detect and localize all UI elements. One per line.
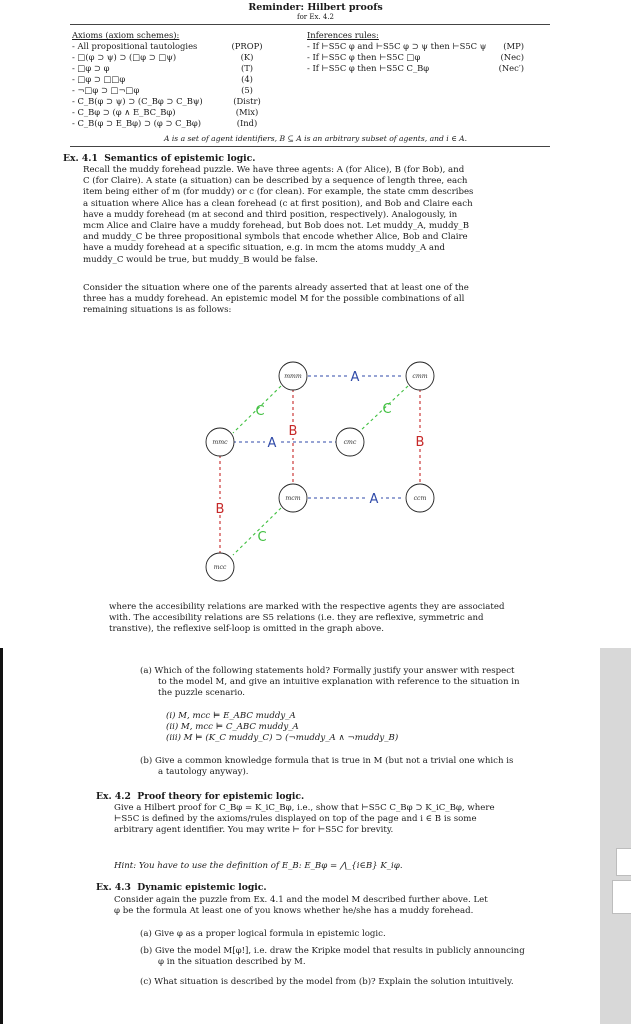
text-line: muddy_C would be true, but muddy_B would be false. — [83, 254, 318, 265]
ex41-title: Semantics of epistemic logic. — [104, 153, 256, 164]
axiom-label: (5) — [241, 85, 253, 95]
ex43-title: Dynamic epistemic logic. — [137, 882, 267, 893]
node-ccm-label: ccm — [413, 495, 427, 502]
edge-a-bottom-label: A — [369, 492, 379, 507]
text-line: a tautology anyway). — [158, 767, 249, 778]
rule-formula: - If ⊢S5C φ then ⊢S5C C_Bφ — [307, 63, 430, 73]
axiom-formula: - □φ ⊃ φ — [72, 63, 110, 73]
ex43-part-c: (c) What situation is described by the model from (b)? Explain the solution intuitively. — [140, 977, 514, 987]
ex43-part-a: (a) Give φ as a proper logical formula in epistemic logic. — [140, 929, 386, 939]
rule-formula: - If ⊢S5C φ then ⊢S5C □φ — [307, 52, 421, 62]
axiom-label: (T) — [240, 63, 254, 73]
axiom-formula: - ¬□φ ⊃ □¬□φ — [72, 85, 140, 95]
statement-i: (i) M, mcc ⊨ E_ABC muddy_A — [166, 711, 296, 721]
axiom-formula: - □(φ ⊃ ψ) ⊃ (□φ ⊃ □ψ) — [72, 52, 177, 62]
page-thumbnail[interactable] — [612, 880, 631, 914]
text-line: remaining situations is as follows: — [83, 305, 232, 316]
ex43-body — [114, 895, 554, 917]
axiom-label: (K) — [240, 52, 254, 62]
text-line: have a muddy forehead at a specific situation, e.g. in mcm the atoms muddy_A and — [83, 243, 446, 254]
ex41-heading — [63, 153, 255, 164]
axiom-label: (4) — [241, 74, 253, 84]
ex43-heading — [96, 882, 267, 893]
header-bottom-rule — [70, 146, 550, 147]
page-thumbnail-panel[interactable] — [600, 648, 631, 1024]
ex43-number: Ex. 4.3 — [96, 882, 131, 893]
text-line: (b) Give the model M[φ!], i.e. draw the Kripke model that results in publicly announcing — [140, 946, 525, 956]
node-mmc-label: mmc — [212, 439, 228, 446]
page-thumbnail[interactable] — [616, 848, 631, 876]
ex41-number: Ex. 4.1 — [63, 153, 98, 164]
rule-formula: - If ⊢S5C φ and ⊢S5C φ ⊃ ψ then ⊢S5C ψ — [307, 41, 487, 51]
axiom-label: (Ind) — [236, 118, 258, 128]
text-line: C (for Claire). A state (a situation) can be described by a sequence of length three, each — [83, 176, 468, 187]
text-line: φ in the situation described by M. — [158, 957, 306, 968]
ex41-part-b — [140, 756, 554, 778]
kripke-model-diagram — [190, 360, 450, 600]
axioms-heading: Axioms (axiom schemes): — [72, 30, 180, 40]
edge-c-topright-label: C — [382, 402, 392, 417]
ex42-body — [114, 803, 554, 837]
text-line: arbitrary agent identifier. You may write ⊢ for ⊢S5C for brevity. — [114, 825, 394, 836]
ex42-number: Ex. 4.2 — [96, 791, 131, 802]
text-line: and muddy_C be three propositional symbols that encode whether Alice, Bob and Claire — [83, 232, 468, 243]
axiom-label: (PROP) — [231, 41, 263, 51]
ex41-para1 — [83, 165, 539, 266]
text-line: a situation where Alice has a clean forehead (c at first position), and Bob and Claire each — [83, 198, 473, 209]
statement-ii: (ii) M, mcc ⊨ C_ABC muddy_A — [166, 722, 299, 733]
text-line: Consider again the puzzle from Ex. 4.1 and the model M described further above. Let — [114, 895, 488, 905]
text-line: to the model M, and give an intuitive explanation with reference to the situation in — [158, 677, 520, 688]
left-edge-bar — [0, 648, 3, 1024]
edge-a-top-label: A — [350, 370, 360, 385]
node-cmc-label: cmc — [343, 439, 357, 446]
text-line: ⊢S5C is defined by the axioms/rules displayed on top of the page and i ∈ B is some — [114, 814, 477, 825]
text-line: the puzzle scenario. — [158, 688, 246, 699]
ex41-para2 — [83, 283, 539, 317]
text-line: where the accesibility relations are marked with the respective agents they are associated — [109, 602, 505, 612]
edge-b-right-label: B — [415, 435, 425, 450]
node-cmm-label: cmm — [412, 373, 428, 380]
statement-iii: (iii) M ⊨ (K_C muddy_C) ⊃ (¬muddy_A ∧ ¬muddy_B) — [166, 733, 399, 744]
text-line: (b) Give a common knowledge formula that is true in M (but not a trivial one which is — [140, 756, 514, 766]
ex42-heading — [96, 791, 304, 802]
axiom-formula: - All propositional tautologies — [72, 41, 198, 51]
node-mmm-label: mmm — [284, 373, 302, 380]
edge-a-middle-label: A — [267, 436, 277, 451]
rules-heading: Inferences rules: — [307, 30, 379, 40]
axiom-formula: - C_Bφ ⊃ (φ ∧ E_BC_Bφ) — [72, 107, 176, 117]
node-mcc-label: mcc — [213, 564, 227, 571]
header-rule — [70, 24, 550, 25]
edge-b-left-label: B — [215, 502, 225, 517]
edge-c-bottomleft-label: C — [257, 530, 267, 545]
text-line: mcm Alice and Claire have a muddy forehead, but Bob does not. Let muddy_A, muddy_B — [83, 221, 470, 232]
node-mcm-label: mcm — [285, 495, 301, 502]
axiom-formula: - C_B(φ ⊃ ψ) ⊃ (C_Bφ ⊃ C_Bψ) — [72, 96, 203, 106]
axiom-formula: - □φ ⊃ □□φ — [72, 74, 126, 84]
text-line: item being either of m (for muddy) or c (for clean). For example, the state cmm describes — [83, 187, 474, 198]
ex42-title: Proof theory for epistemic logic. — [137, 791, 305, 802]
text-line: φ be the formula At least one of you knows whether he/she has a muddy forehead. — [114, 906, 474, 917]
axiom-label: (Distr) — [233, 96, 261, 106]
axiom-formula: - C_B(φ ⊃ E_Bφ) ⊃ (φ ⊃ C_Bφ) — [72, 118, 201, 128]
ex41-para3 — [109, 602, 537, 636]
reminder-subtitle: for Ex. 4.2 — [296, 13, 335, 21]
rule-label: (Nec) — [500, 52, 524, 62]
ex42-hint: Hint: You have to use the definition of E_B: E_Bφ = ⋀_{i∈B} K_iφ. — [114, 861, 403, 871]
edge-c-topleft-label: C — [255, 404, 265, 419]
ex41-a-items — [166, 711, 566, 745]
header-footnote: A is a set of agent identifiers, B ⊆ A is an arbitrary subset of agents, and i ∈ A. — [163, 134, 468, 143]
edge-b-center-label: B — [288, 424, 298, 439]
reminder-title: Reminder: Hilbert proofs — [248, 2, 383, 13]
text-line: with. The accesibility relations are S5 relations (i.e. they are reflexive, symmetric and — [109, 613, 484, 624]
text-line: Recall the muddy forehead puzzle. We have three agents: A (for Alice), B (for Bob), and — [83, 165, 465, 175]
text-line: Consider the situation where one of the parents already asserted that at least one of the — [83, 283, 469, 293]
text-line: Give a Hilbert proof for C_Bφ = K_iC_Bφ, i.e., show that ⊢S5C C_Bφ ⊃ K_iC_Bφ, where — [114, 803, 495, 813]
text-line: have a muddy forehead (m at second and third position, respectively). Analogously, in — [83, 209, 458, 220]
ex41-part-a — [140, 666, 554, 700]
text-line: transtive), the reflexive self-loop is omitted in the graph above. — [109, 624, 385, 635]
ex43-part-b — [140, 946, 554, 968]
text-line: (a) Which of the following statements hold? Formally justify your answer with respect — [140, 666, 515, 676]
rule-label: (Nec′) — [498, 63, 524, 73]
rule-label: (MP) — [503, 41, 524, 51]
text-line: three has a muddy forehead. An epistemic model M for the possible combinations of all — [83, 294, 465, 305]
axiom-label: (Mix) — [235, 107, 259, 117]
